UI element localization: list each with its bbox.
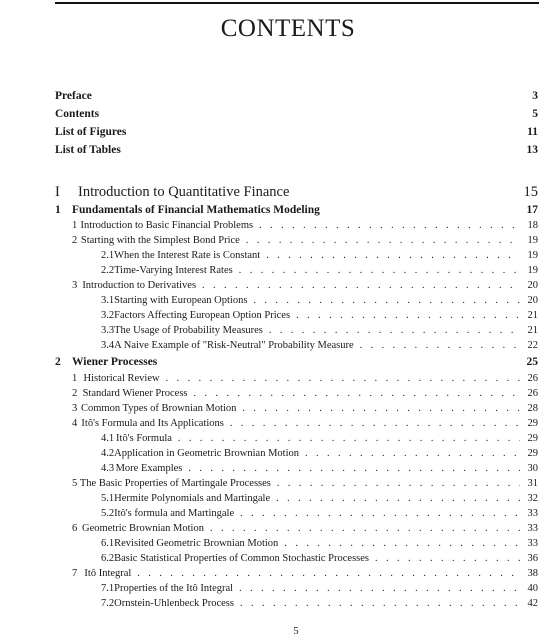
leader-dots: [188, 463, 520, 474]
toc-subsection-number: 5.1: [101, 493, 115, 504]
toc-subsection[interactable]: [101, 506, 538, 521]
toc-subsection-number: 4.3: [101, 463, 115, 474]
toc-page: 25: [526, 356, 538, 368]
toc-section[interactable]: [72, 278, 538, 293]
toc-section[interactable]: [72, 566, 538, 581]
leader-dots: [305, 448, 520, 459]
leader-dots: [240, 508, 520, 519]
toc-section[interactable]: [72, 416, 538, 431]
toc-front-preface[interactable]: [55, 87, 538, 105]
leader-dots: [266, 250, 520, 261]
toc-section-label: Itô Integral: [84, 568, 132, 579]
toc-page: 22: [527, 340, 538, 351]
leader-dots: [360, 340, 520, 351]
toc-page: 20: [527, 295, 538, 306]
toc-section[interactable]: [72, 401, 538, 416]
toc-front-contents[interactable]: [55, 105, 538, 123]
toc-chapter-number: 1: [55, 204, 61, 216]
toc-section[interactable]: [72, 371, 538, 386]
toc-subsection[interactable]: [101, 461, 538, 476]
toc-page: 33: [527, 538, 538, 549]
toc-section-number: 1: [72, 220, 78, 231]
toc-subsection-number: 2.2: [101, 265, 115, 276]
toc-subsection[interactable]: [101, 308, 538, 323]
toc-section-number: 4: [72, 418, 78, 429]
toc-section-number: 2: [72, 388, 78, 399]
leader-dots: [202, 280, 520, 291]
toc-subsection[interactable]: [101, 431, 538, 446]
toc-section-label: Introduction to Basic Financial Problems: [80, 220, 254, 231]
toc-subsection-number: 6.2: [101, 553, 115, 564]
toc-page: 17: [526, 204, 538, 216]
toc-page: 29: [527, 418, 538, 429]
toc-subsection-label: Revisited Geometric Brownian Motion: [114, 538, 279, 549]
toc-front-list-of-figures[interactable]: [55, 123, 538, 141]
toc-section-number: 7: [72, 568, 78, 579]
toc-page: 29: [527, 448, 538, 459]
toc-subsection-label: Starting with European Options: [114, 295, 248, 306]
toc-section[interactable]: [72, 521, 538, 536]
leader-dots: [259, 220, 520, 231]
toc-section-label: The Basic Properties of Martingale Processes: [79, 478, 271, 489]
toc-page: 21: [527, 325, 538, 336]
toc-part-1[interactable]: [55, 182, 538, 202]
toc-subsection-number: 5.2: [101, 508, 115, 519]
leader-dots: [239, 583, 520, 594]
toc-subsection[interactable]: [101, 293, 538, 308]
leader-dots: [284, 538, 520, 549]
toc-page: 20: [527, 280, 538, 291]
toc-subsection-number: 6.1: [101, 538, 115, 549]
toc-subsection-label: Properties of the Itô Integral: [114, 583, 234, 594]
leader-dots: [277, 478, 520, 489]
toc-subsection-label: The Usage of Probability Measures: [114, 325, 263, 336]
toc-subsection-number: 4.2: [101, 448, 115, 459]
page-title: CONTENTS: [220, 15, 356, 42]
toc-subsection-label: More Examples: [115, 463, 183, 474]
leader-dots: [375, 553, 520, 564]
toc-section[interactable]: [72, 386, 538, 401]
leader-dots: [178, 433, 520, 444]
toc-page: 11: [527, 126, 538, 138]
toc-chapter-label: Wiener Processes: [72, 356, 158, 368]
leader-dots: [242, 403, 520, 414]
toc-page: 28: [527, 403, 538, 414]
toc-page: 38: [527, 568, 538, 579]
toc-page: 19: [527, 235, 538, 246]
toc-section[interactable]: [72, 218, 538, 233]
toc-page: 42: [527, 598, 538, 609]
leader-dots: [194, 388, 520, 399]
toc-page: 26: [527, 373, 538, 384]
leader-dots: [269, 325, 520, 336]
toc-section-label: Itô's Formula and Its Applications: [81, 418, 224, 429]
toc-section-number: 3: [72, 280, 78, 291]
toc-subsection-number: 3.3: [101, 325, 115, 336]
toc-subsection-label: When the Interest Rate is Constant: [114, 250, 261, 261]
toc-section-label: Historical Review: [83, 373, 160, 384]
toc-section-label: Common Types of Brownian Motion: [81, 403, 237, 414]
toc-page: 32: [527, 493, 538, 504]
toc-section-label: Standard Wiener Process: [82, 388, 188, 399]
toc-subsection[interactable]: [101, 263, 538, 278]
toc-page: 19: [527, 250, 538, 261]
toc-section-label: Starting with the Simplest Bond Price: [80, 235, 240, 246]
leader-dots: [137, 568, 520, 579]
toc-subsection[interactable]: [101, 446, 538, 461]
top-rule: [55, 2, 539, 4]
toc-subsection-label: Application in Geometric Brownian Motion: [114, 448, 300, 459]
leader-dots: [239, 265, 520, 276]
toc-subsection-number: 3.2: [101, 310, 115, 321]
toc-page: 33: [527, 508, 538, 519]
leader-dots: [246, 235, 520, 246]
toc-subsection-label: Factors Affecting European Option Prices: [114, 310, 291, 321]
toc-subsection-number: 7.2: [101, 598, 115, 609]
toc-subsection-label: A Naive Example of "Risk-Neutral" Probability Measure: [114, 340, 354, 351]
toc-subsection[interactable]: [101, 338, 538, 353]
toc-chapter-2[interactable]: [55, 355, 538, 370]
toc-label: List of Figures: [55, 126, 127, 138]
toc-chapter-label: Fundamentals of Financial Mathematics Modeling: [72, 204, 320, 216]
toc-subsection-label: Basic Statistical Properties of Common Stochastic Processes: [114, 553, 370, 564]
toc-chapter-1[interactable]: [55, 203, 538, 218]
toc-subsection[interactable]: [101, 596, 538, 611]
toc-page: 3: [532, 90, 538, 102]
toc-section-number: 2: [72, 235, 78, 246]
toc-section[interactable]: [72, 233, 538, 248]
leader-dots: [253, 295, 520, 306]
toc-subsection-number: 2.1: [101, 250, 115, 261]
toc-subsection-label: Hermite Polynomials and Martingale: [114, 493, 271, 504]
toc-subsection[interactable]: [101, 248, 538, 263]
leader-dots: [210, 523, 520, 534]
leader-dots: [240, 598, 520, 609]
toc-page: 13: [526, 144, 538, 156]
toc-label: Contents: [55, 108, 100, 120]
toc-section-label: Introduction to Derivatives: [82, 280, 197, 291]
toc-label: List of Tables: [55, 144, 121, 156]
toc-page: 29: [527, 433, 538, 444]
toc-page: 33: [527, 523, 538, 534]
toc-chapter-number: 2: [55, 356, 61, 368]
toc-part-label: Introduction to Quantitative Finance: [78, 184, 290, 200]
toc-subsection-label: Itô's Formula: [116, 433, 172, 444]
toc-page: 21: [527, 310, 538, 321]
toc-section[interactable]: [72, 476, 538, 491]
page-number: 5: [293, 626, 299, 637]
toc-subsection-number: 3.4: [101, 340, 115, 351]
toc-subsection-number: 4.1: [101, 433, 115, 444]
toc-subsection[interactable]: [101, 491, 538, 506]
toc-page: 15: [523, 184, 538, 200]
leader-dots: [276, 493, 520, 504]
toc-subsection[interactable]: [101, 551, 538, 566]
leader-dots: [296, 310, 520, 321]
toc-page: 31: [527, 478, 538, 489]
toc-part-number: I: [55, 184, 60, 200]
toc-subsection-label: Time-Varying Interest Rates: [114, 265, 233, 276]
toc-section-number: 5: [72, 478, 78, 489]
toc-section-number: 6: [72, 523, 78, 534]
toc-subsection[interactable]: [101, 536, 538, 551]
toc-subsection[interactable]: [101, 581, 538, 596]
toc-page: 36: [527, 553, 538, 564]
toc-section-number: 1: [72, 373, 78, 384]
toc-page: 18: [527, 220, 538, 231]
toc-page: 40: [527, 583, 538, 594]
toc-subsection-number: 3.1: [101, 295, 115, 306]
toc-subsection-label: Itô's formula and Martingale: [114, 508, 235, 519]
toc-front-list-of-tables[interactable]: [55, 141, 538, 159]
toc-page: 5: [532, 108, 538, 120]
toc-subsection[interactable]: [101, 323, 538, 338]
toc-section-number: 3: [72, 403, 78, 414]
toc-subsection-number: 7.1: [101, 583, 115, 594]
leader-dots: [230, 418, 520, 429]
toc-page: 30: [527, 463, 538, 474]
toc-subsection-label: Ornstein-Uhlenbeck Process: [114, 598, 234, 609]
leader-dots: [166, 373, 520, 384]
toc-label: Preface: [55, 90, 92, 102]
toc-page: 26: [527, 388, 538, 399]
toc-page: 19: [527, 265, 538, 276]
toc-section-label: Geometric Brownian Motion: [82, 523, 204, 534]
